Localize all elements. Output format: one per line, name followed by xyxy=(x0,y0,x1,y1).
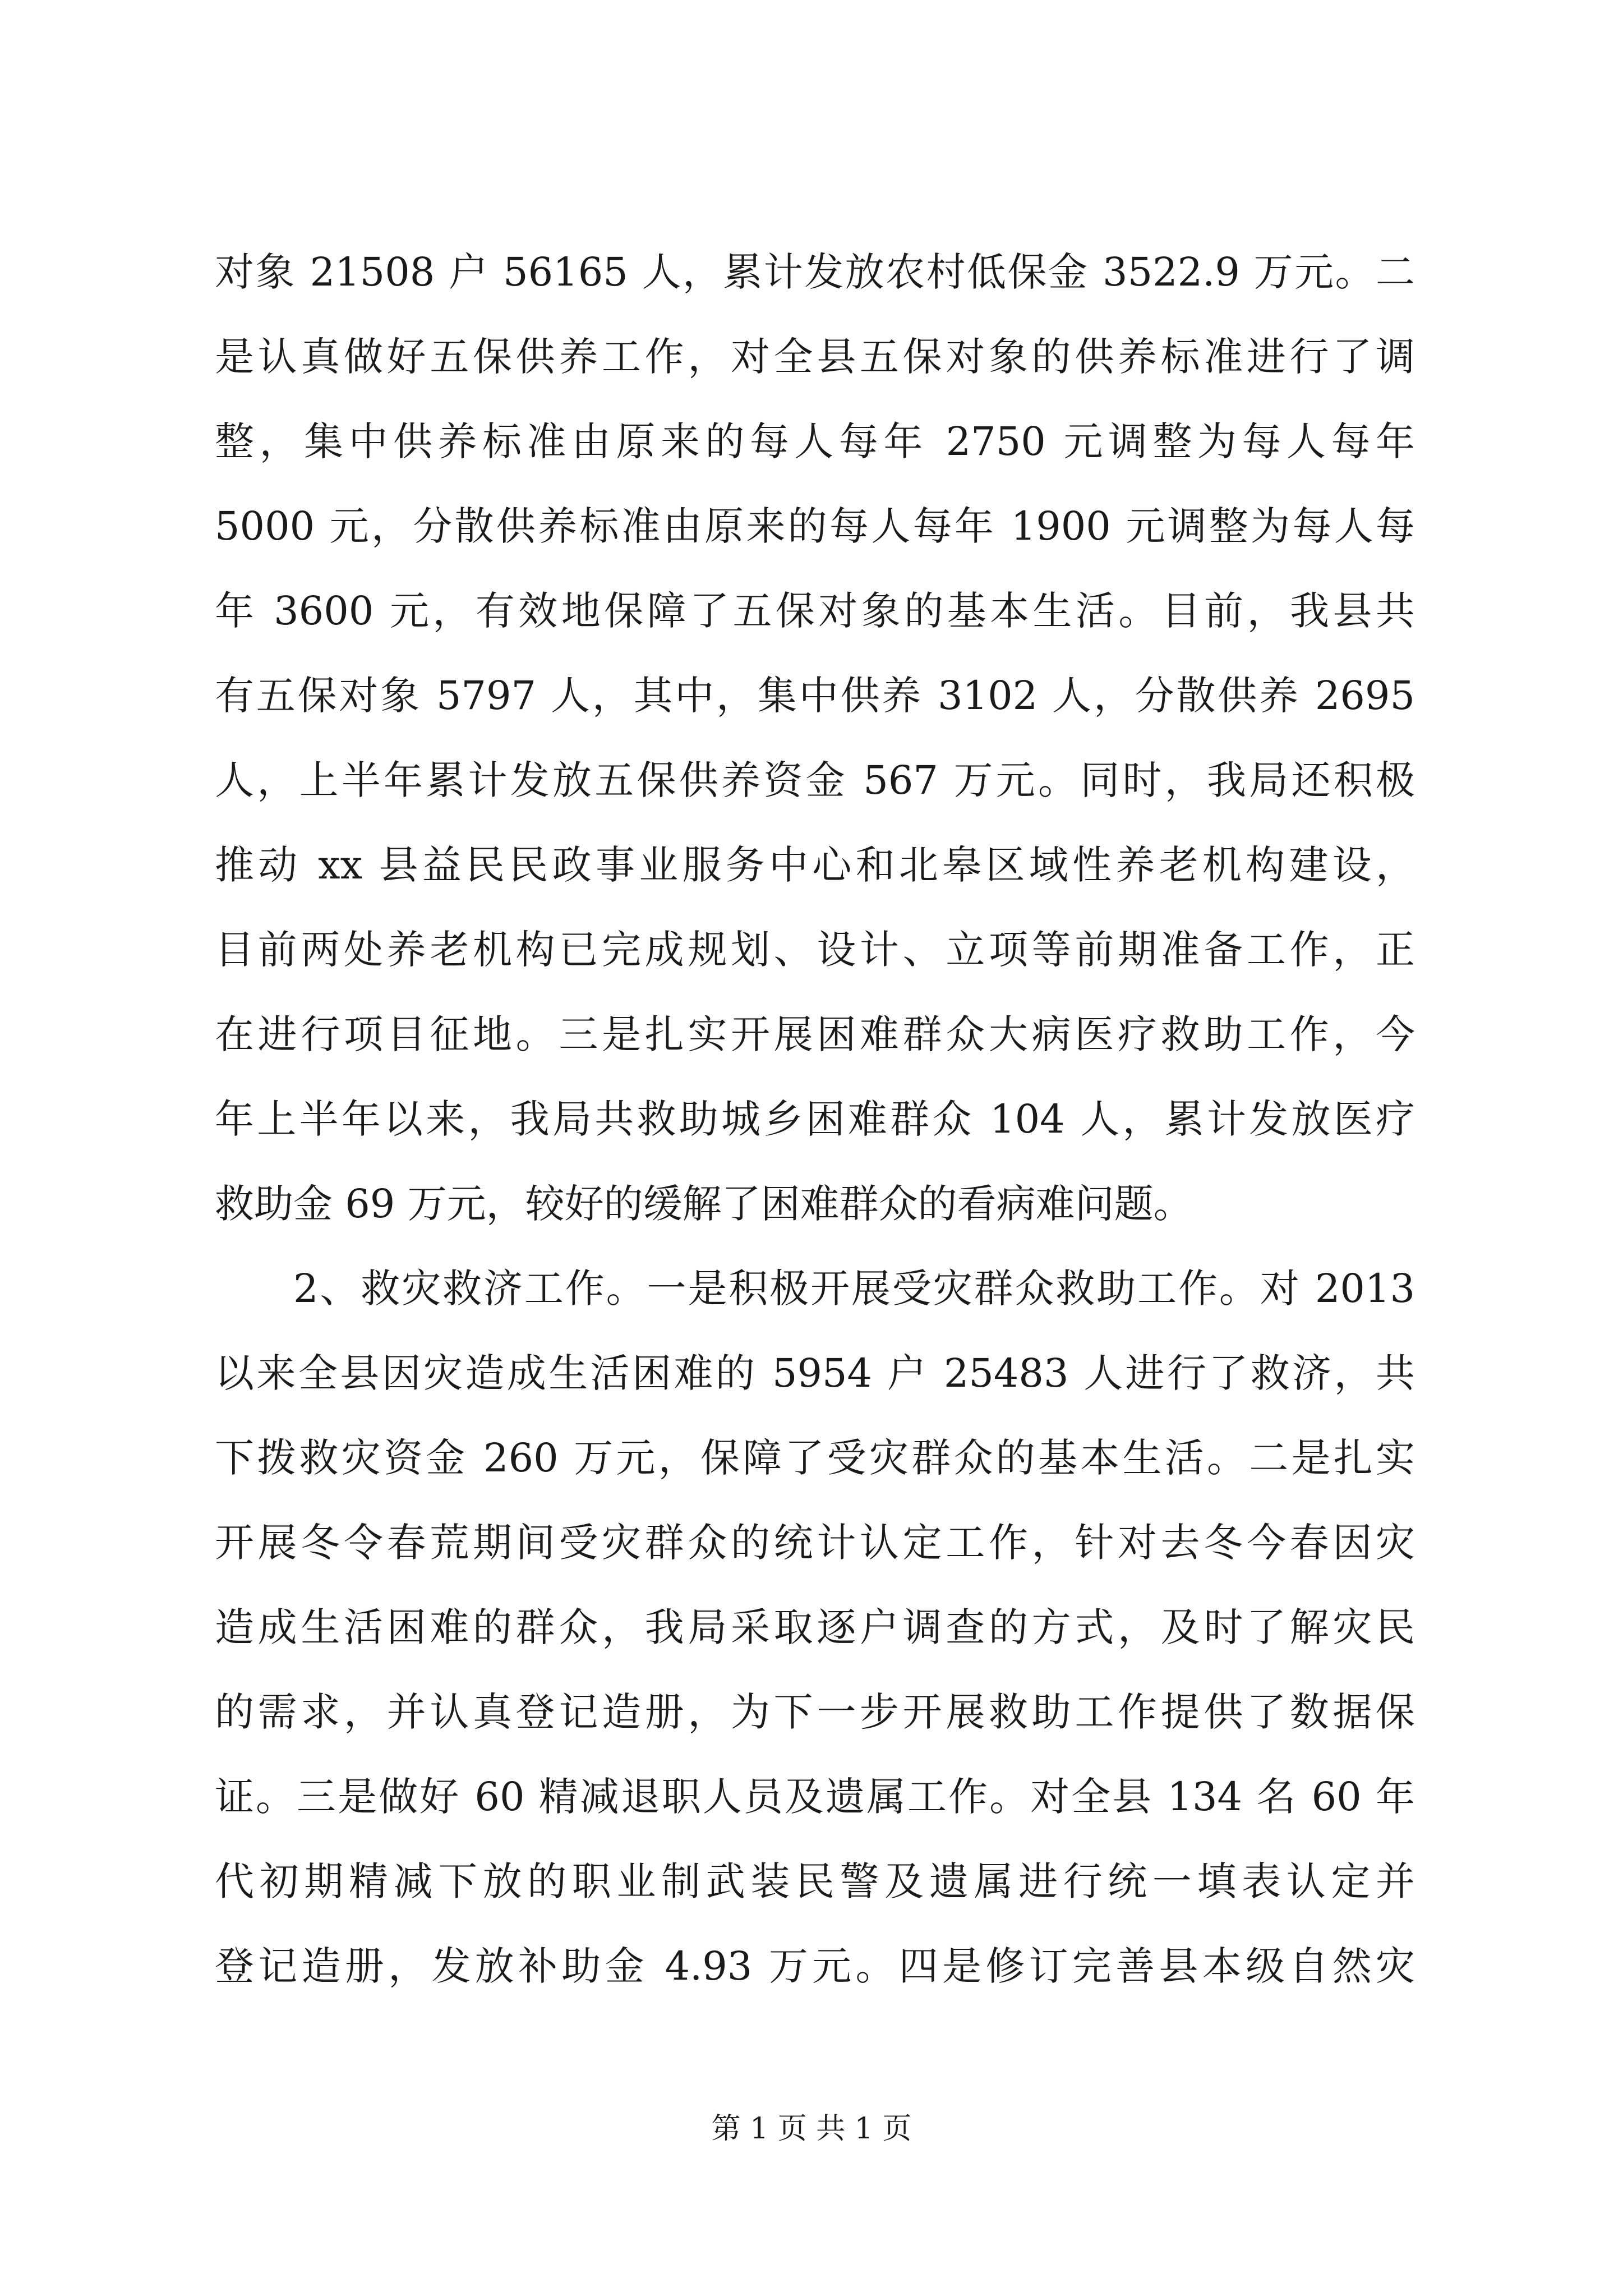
text-line: 造成生活困难的群众，我局采取逐户调查的方式，及时了解灾民 xyxy=(215,1604,1415,1650)
text-line: 整，集中供养标准由原来的每人每年 2750 元调整为每人每年 xyxy=(215,418,1415,464)
paragraph-start-line: 2、救灾救济工作。一是积极开展受灾群众救助工作。对 2013 xyxy=(293,1266,1415,1312)
text-line: 年 3600 元，有效地保障了五保对象的基本生活。目前，我县共 xyxy=(215,588,1415,634)
text-line: 救助金 69 万元，较好的缓解了困难群众的看病难问题。 xyxy=(215,1181,1193,1227)
text-line: 在进行项目征地。三是扎实开展困难群众大病医疗救助工作，今 xyxy=(215,1011,1415,1057)
text-line: 证。三是做好 60 精减退职人员及遗属工作。对全县 134 名 60 年 xyxy=(215,1774,1415,1820)
text-line: 登记造册，发放补助金 4.93 万元。四是修订完善县本级自然灾 xyxy=(215,1943,1415,1989)
page-footer: 第 1 页 共 1 页 xyxy=(711,2112,912,2146)
text-line: 对象 21508 户 56165 人，累计发放农村低保金 3522.9 万元。二 xyxy=(215,249,1415,295)
text-line: 下拨救灾资金 260 万元，保障了受灾群众的基本生活。二是扎实 xyxy=(215,1435,1415,1481)
text-line: 有五保对象 5797 人，其中，集中供养 3102 人，分散供养 2695 xyxy=(215,673,1415,719)
text-line: 5000 元，分散供养标准由原来的每人每年 1900 元调整为每人每 xyxy=(215,503,1415,549)
document-body xyxy=(215,230,1415,2009)
text-line: 是认真做好五保供养工作，对全县五保对象的供养标准进行了调 xyxy=(215,334,1415,380)
text-line: 年上半年以来，我局共救助城乡困难群众 104 人，累计发放医疗 xyxy=(215,1096,1415,1142)
text-line: 推动 xx 县益民民政事业服务中心和北皋区域性养老机构建设， xyxy=(215,842,1415,888)
text-line: 以来全县因灾造成生活困难的 5954 户 25483 人进行了救济，共 xyxy=(215,1350,1415,1396)
text-line: 人，上半年累计发放五保供养资金 567 万元。同时，我局还积极 xyxy=(215,757,1415,803)
text-line: 的需求，并认真登记造册，为下一步开展救助工作提供了数据保 xyxy=(215,1689,1415,1735)
text-line: 代初期精减下放的职业制武装民警及遗属进行统一填表认定并 xyxy=(215,1858,1415,1904)
text-line: 目前两处养老机构已完成规划、设计、立项等前期准备工作，正 xyxy=(215,927,1415,973)
text-line: 开展冬令春荒期间受灾群众的统计认定工作，针对去冬今春因灾 xyxy=(215,1520,1415,1566)
